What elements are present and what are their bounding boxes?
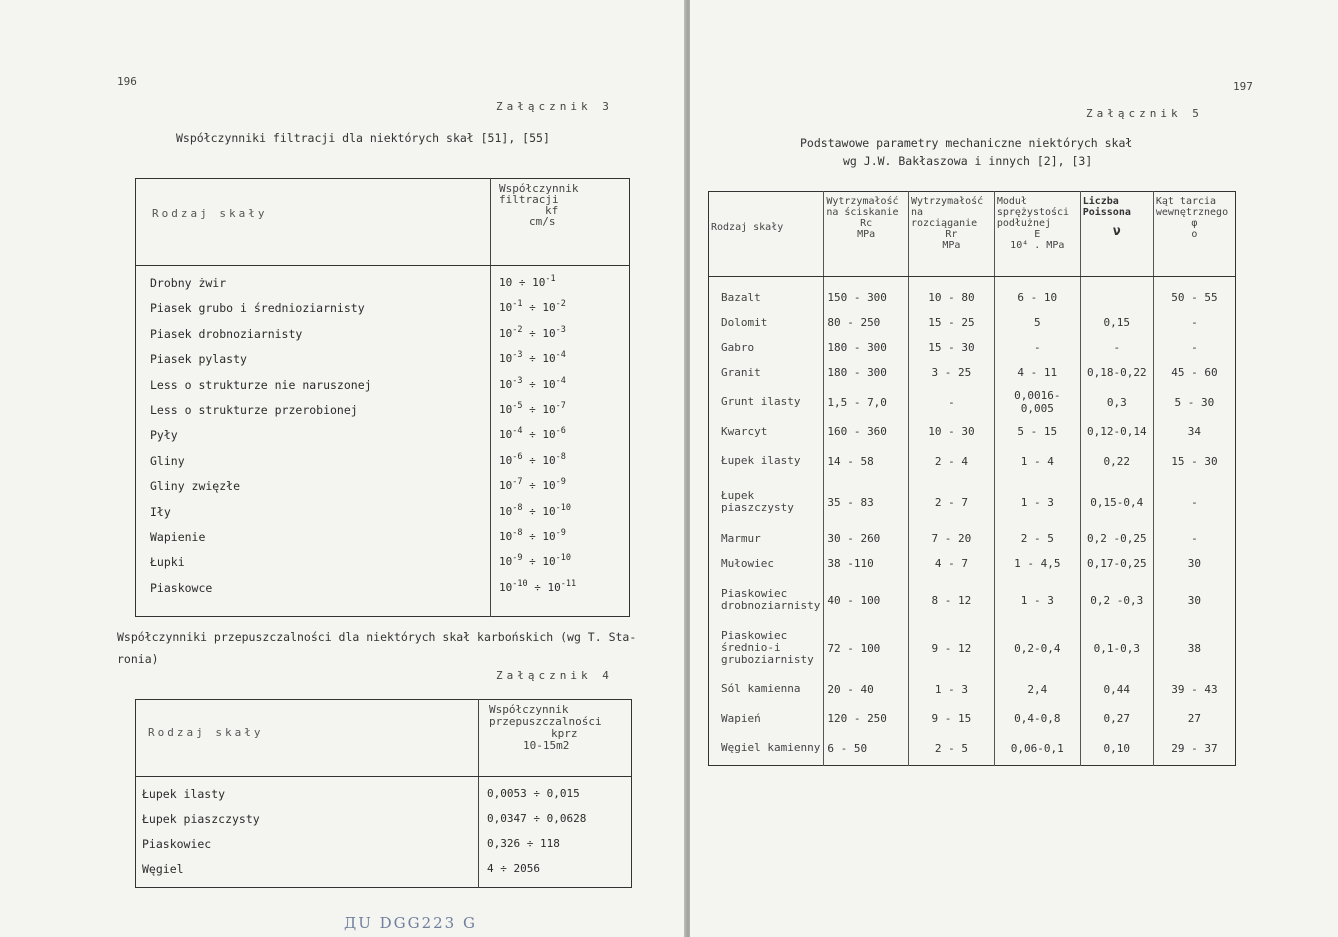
permeability-table <box>135 699 632 888</box>
friction-angle: - <box>1153 478 1235 526</box>
elastic-modulus: 0,06-0,1 <box>994 731 1080 766</box>
rock-name: Wapienie <box>150 529 206 544</box>
exponent-b: -8 <box>555 451 566 462</box>
tensile-strength: - <box>908 385 994 419</box>
friction-angle: - <box>1153 335 1235 360</box>
compressive-strength: 160 - 360 <box>824 419 909 444</box>
tensile-strength: 10 - 30 <box>908 419 994 444</box>
table-row <box>136 581 630 617</box>
compressive-strength: 38 -110 <box>824 551 909 576</box>
rock-name: Pyły <box>150 428 178 443</box>
exponent-a: -10 <box>512 578 528 589</box>
permeability-range: 4 ÷ 2056 <box>479 862 632 888</box>
range-separator: ÷ <box>522 352 543 366</box>
tensile-strength: 10 - 80 <box>908 277 994 311</box>
table-row <box>136 862 632 888</box>
friction-angle: 15 - 30 <box>1153 444 1235 478</box>
friction-angle: - <box>1153 310 1235 335</box>
tensile-strength: 2 - 4 <box>908 444 994 478</box>
filtration-range <box>491 375 630 403</box>
base-b: 10 <box>542 504 556 518</box>
exponent-b: -7 <box>555 400 566 411</box>
rock-name: Less o strukturze przerobionej <box>150 402 358 417</box>
compressive-strength: 80 - 250 <box>824 310 909 335</box>
base-b: 10 <box>542 402 556 416</box>
base-b: 10 <box>542 529 556 543</box>
exponent-a: -7 <box>512 477 523 488</box>
filtration-range <box>491 266 630 302</box>
exponent-a: -4 <box>512 426 523 437</box>
exponent-b: -4 <box>555 375 566 386</box>
friction-angle: 39 - 43 <box>1153 672 1235 706</box>
rock-name: Piasek drobnoziarnisty <box>150 326 303 341</box>
compressive-strength: 14 - 58 <box>824 444 909 478</box>
rock-name: Piaskowiec drobnoziarnisty <box>721 587 821 612</box>
friction-angle: 50 - 55 <box>1153 277 1235 311</box>
exponent-a: -5 <box>512 400 523 411</box>
table-row <box>709 419 1236 444</box>
exponent-a: -6 <box>512 451 523 462</box>
elastic-modulus: 1 - 4,5 <box>994 551 1080 576</box>
tensile-strength: 15 - 30 <box>908 335 994 360</box>
rock-name: Iły <box>150 504 171 519</box>
table-row <box>709 478 1236 526</box>
base-a: 10 <box>499 453 513 467</box>
base-a: 10 <box>499 504 513 518</box>
tensile-strength: 1 - 3 <box>908 672 994 706</box>
permeability-range: 0,0053 ÷ 0,015 <box>479 777 632 813</box>
range-separator: ÷ <box>522 555 543 569</box>
table3-title-line2: wg J.W. Bakłaszowa i innych [2], [3] <box>843 154 1093 168</box>
poisson-ratio: 0,15-0,4 <box>1080 478 1153 526</box>
header-friction-angle: Kąt tarcia wewnętrznego φ o <box>1153 192 1235 277</box>
poisson-ratio: 0,17-0,25 <box>1080 551 1153 576</box>
table-row <box>709 310 1236 335</box>
compressive-strength: 20 - 40 <box>824 672 909 706</box>
range-separator: ÷ <box>522 301 543 315</box>
exponent-b: -1 <box>545 274 556 284</box>
exponent-b: -2 <box>555 299 566 310</box>
rock-name: Piaskowiec <box>142 837 212 851</box>
exponent-a: -3 <box>512 375 523 386</box>
elastic-modulus: 0,4-0,8 <box>994 706 1080 731</box>
poisson-ratio: 0,15 <box>1080 310 1153 335</box>
poisson-ratio: - <box>1080 335 1153 360</box>
base-b: 10 <box>542 428 556 442</box>
exponent-b: -6 <box>555 426 566 437</box>
rock-name: Sól kamienna <box>721 682 801 695</box>
rock-name: Łupki <box>150 555 185 570</box>
elastic-modulus: 0,0016-0,005 <box>994 385 1080 419</box>
rock-name: Mułowiec <box>721 556 774 570</box>
header-elastic-modulus: Moduł sprężystości podłużnej E 10⁴ . MPa <box>994 192 1080 277</box>
base-a: 10 <box>499 352 513 366</box>
table-row <box>136 454 630 479</box>
exponent-b: -11 <box>560 578 577 589</box>
table3-title-line1: Podstawowe parametry mechaniczne niektórych skał <box>800 136 1133 150</box>
poisson-ratio: 0,12-0,14 <box>1080 419 1153 444</box>
exponent-b: -9 <box>555 527 566 538</box>
base-b: 10 <box>532 276 546 289</box>
elastic-modulus: 6 - 10 <box>994 277 1080 311</box>
friction-angle: 38 <box>1153 624 1235 672</box>
poisson-ratio: 0,1-0,3 <box>1080 624 1153 672</box>
table2-title-line2: ronia) <box>117 652 159 666</box>
filtration-range <box>491 502 630 530</box>
base-a: 10 <box>499 377 513 391</box>
table2-title-line1: Współczynniki przepuszczalności dla niektórych skał karbońskich (wg T. Sta- <box>117 630 637 644</box>
range-separator: ÷ <box>522 529 543 543</box>
poisson-ratio: 0,2 -0,3 <box>1080 576 1153 624</box>
rock-name: Gliny zwięzłe <box>150 479 241 494</box>
rock-name: Łupek ilasty <box>721 454 801 467</box>
base-b: 10 <box>542 301 556 315</box>
base-b: 10 <box>542 352 556 366</box>
mechanical-parameters-table <box>708 191 1236 766</box>
header-compressive-strength: Wytrzymałość na ściskanie Rc MPa <box>824 192 909 277</box>
base-a: 10 <box>499 555 513 569</box>
filtration-range <box>491 555 630 580</box>
elastic-modulus: 4 - 11 <box>994 360 1080 385</box>
filtration-range <box>491 578 630 617</box>
table-row <box>136 812 632 837</box>
filtration-range <box>491 479 630 504</box>
base-a: 10 <box>499 529 513 543</box>
archive-stamp: ДU DGG223 G <box>344 914 477 932</box>
table-row <box>709 360 1236 385</box>
rock-name: Dolomit <box>721 315 768 329</box>
range-separator: ÷ <box>522 402 543 416</box>
header-rock-type: Rodzaj skały <box>709 192 824 277</box>
table1-title: Współczynniki filtracji dla niektórych skał [51], [55] <box>176 131 550 145</box>
table-row <box>709 551 1236 576</box>
exponent-a: -1 <box>512 299 523 310</box>
table-row <box>136 777 632 813</box>
table-row <box>709 624 1236 672</box>
filtration-range <box>491 400 630 428</box>
tensile-strength: 9 - 12 <box>908 624 994 672</box>
rock-name: Łupek piaszczysty <box>721 489 794 514</box>
range-separator: ÷ <box>522 326 543 340</box>
exponent-b: -4 <box>555 350 566 361</box>
tensile-strength: 7 - 20 <box>908 526 994 551</box>
filtration-range <box>491 527 630 555</box>
filtration-table <box>135 178 630 617</box>
base-a: 10 <box>499 276 513 289</box>
header-rock-type: Rodzaj skały <box>136 700 479 777</box>
exponent-b: -9 <box>555 477 566 488</box>
rock-name: Piasek grubo i średnioziarnisty <box>150 301 365 316</box>
poisson-ratio: 0,18-0,22 <box>1080 360 1153 385</box>
compressive-strength: 1,5 - 7,0 <box>824 385 909 419</box>
base-a: 10 <box>499 479 513 493</box>
compressive-strength: 180 - 300 <box>824 360 909 385</box>
elastic-modulus: 0,2-0,4 <box>994 624 1080 672</box>
friction-angle: 29 - 37 <box>1153 731 1235 766</box>
rock-name: Piasek pylasty <box>150 352 247 367</box>
friction-angle: 30 <box>1153 576 1235 624</box>
range-separator: ÷ <box>522 428 543 442</box>
elastic-modulus: 2 - 5 <box>994 526 1080 551</box>
range-separator: ÷ <box>522 504 543 518</box>
poisson-ratio: 0,27 <box>1080 706 1153 731</box>
rock-name: Gliny <box>150 453 185 468</box>
poisson-ratio <box>1080 277 1153 311</box>
table-row <box>709 277 1236 311</box>
rock-name: Drobny żwir <box>150 276 227 290</box>
filtration-range <box>491 352 630 377</box>
elastic-modulus: 1 - 3 <box>994 478 1080 526</box>
table-row <box>136 530 630 555</box>
page-number: 196 <box>117 75 137 88</box>
elastic-modulus: 2,4 <box>994 672 1080 706</box>
header-tensile-strength: Wytrzymałość na rozciąganie Rr MPa <box>908 192 994 277</box>
header-poisson-ratio: Liczba Poissona ν <box>1080 192 1153 277</box>
base-a: 10 <box>499 301 513 315</box>
base-a: 10 <box>499 402 513 416</box>
compressive-strength: 120 - 250 <box>824 706 909 731</box>
appendix-label: Załącznik 3 <box>496 100 613 113</box>
base-a: 10 <box>499 580 513 594</box>
poisson-ratio: 0,22 <box>1080 444 1153 478</box>
table-row <box>136 327 630 352</box>
table-row <box>709 706 1236 731</box>
exponent-a: -8 <box>512 502 523 513</box>
table-row <box>709 576 1236 624</box>
rock-name: Łupek piaszczysty <box>142 812 260 826</box>
table-row <box>709 444 1236 478</box>
table-row <box>709 672 1236 706</box>
rock-name: Węgiel kamienny <box>721 741 821 754</box>
elastic-modulus: 1 - 4 <box>994 444 1080 478</box>
rock-name: Piaskowiec średnio-i gruboziarnisty <box>721 629 814 666</box>
rock-name: Łupek ilasty <box>142 787 226 801</box>
table-row <box>136 378 630 403</box>
range-separator: ÷ <box>512 276 533 289</box>
poisson-ratio: 0,3 <box>1080 385 1153 419</box>
compressive-strength: 35 - 83 <box>824 478 909 526</box>
rock-name: Grunt ilasty <box>721 395 801 408</box>
table-row <box>709 335 1236 360</box>
exponent-a: -8 <box>512 527 523 538</box>
friction-angle: 30 <box>1153 551 1235 576</box>
compressive-strength: 72 - 100 <box>824 624 909 672</box>
friction-angle: - <box>1153 526 1235 551</box>
table-row <box>136 837 632 862</box>
base-b: 10 <box>547 580 561 594</box>
filtration-range <box>491 324 630 352</box>
table-row <box>136 403 630 428</box>
rock-name: Less o strukturze nie naruszonej <box>150 377 372 392</box>
exponent-b: -10 <box>555 502 571 513</box>
base-a: 10 <box>499 326 513 340</box>
compressive-strength: 150 - 300 <box>824 277 909 311</box>
exponent-b: -3 <box>555 324 566 335</box>
rock-name: Kwarcyt <box>721 424 768 438</box>
table-row <box>136 266 630 302</box>
filtration-range <box>491 451 630 479</box>
range-separator: ÷ <box>527 580 548 594</box>
friction-angle: 45 - 60 <box>1153 360 1235 385</box>
base-b: 10 <box>542 479 556 493</box>
compressive-strength: 30 - 260 <box>824 526 909 551</box>
table-row <box>136 555 630 580</box>
tensile-strength: 3 - 25 <box>908 360 994 385</box>
elastic-modulus: 1 - 3 <box>994 576 1080 624</box>
base-b: 10 <box>542 326 556 340</box>
rock-name: Gabro <box>721 340 755 354</box>
header-permeability-coefficient: Współczynnik przepuszczalności kprz 10-15m2 <box>479 700 632 777</box>
table-row <box>709 526 1236 551</box>
rock-name: Marmur <box>721 531 761 545</box>
rock-name: Piaskowce <box>150 580 213 595</box>
tensile-strength: 8 - 12 <box>908 576 994 624</box>
compressive-strength: 40 - 100 <box>824 576 909 624</box>
table-row <box>136 301 630 326</box>
base-b: 10 <box>542 555 556 569</box>
header-rock-type: Rodzaj skały <box>136 179 491 266</box>
compressive-strength: 180 - 300 <box>824 335 909 360</box>
appendix-label: Załącznik 5 <box>1086 107 1203 120</box>
exponent-a: -9 <box>512 553 523 564</box>
elastic-modulus: 5 <box>994 310 1080 335</box>
tensile-strength: 2 - 5 <box>908 731 994 766</box>
base-b: 10 <box>542 377 556 391</box>
tensile-strength: 2 - 7 <box>908 478 994 526</box>
friction-angle: 34 <box>1153 419 1235 444</box>
friction-angle: 27 <box>1153 706 1235 731</box>
exponent-b: -10 <box>555 553 571 564</box>
table-row <box>136 479 630 504</box>
rock-name: Węgiel <box>142 862 184 876</box>
base-a: 10 <box>499 428 513 442</box>
compressive-strength: 6 - 50 <box>824 731 909 766</box>
filtration-range <box>491 301 630 326</box>
elastic-modulus: 5 - 15 <box>994 419 1080 444</box>
rock-name: Bazalt <box>721 290 761 304</box>
appendix-label: Załącznik 4 <box>496 669 613 682</box>
poisson-ratio: 0,2 -0,25 <box>1080 526 1153 551</box>
table-row <box>709 385 1236 419</box>
tensile-strength: 4 - 7 <box>908 551 994 576</box>
filtration-range <box>491 428 630 453</box>
table-row <box>136 505 630 530</box>
friction-angle: 5 - 30 <box>1153 385 1235 419</box>
range-separator: ÷ <box>522 377 543 391</box>
exponent-a: -3 <box>512 350 523 361</box>
range-separator: ÷ <box>522 453 543 467</box>
table-row <box>709 731 1236 766</box>
exponent-a: -2 <box>512 324 523 335</box>
rock-name: Wapień <box>721 711 761 725</box>
page-number: 197 <box>1233 80 1253 93</box>
header-filtration-coefficient: Współczynnik filtracji kf cm/s <box>491 179 630 266</box>
tensile-strength: 9 - 15 <box>908 706 994 731</box>
tensile-strength: 15 - 25 <box>908 310 994 335</box>
permeability-range: 0,326 ÷ 118 <box>479 837 632 862</box>
elastic-modulus: - <box>994 335 1080 360</box>
poisson-ratio: 0,10 <box>1080 731 1153 766</box>
rock-name: Granit <box>721 365 761 379</box>
range-separator: ÷ <box>522 479 543 493</box>
base-b: 10 <box>542 453 556 467</box>
poisson-ratio: 0,44 <box>1080 672 1153 706</box>
table-row <box>136 428 630 453</box>
table-row <box>136 352 630 377</box>
permeability-range: 0,0347 ÷ 0,0628 <box>479 812 632 837</box>
